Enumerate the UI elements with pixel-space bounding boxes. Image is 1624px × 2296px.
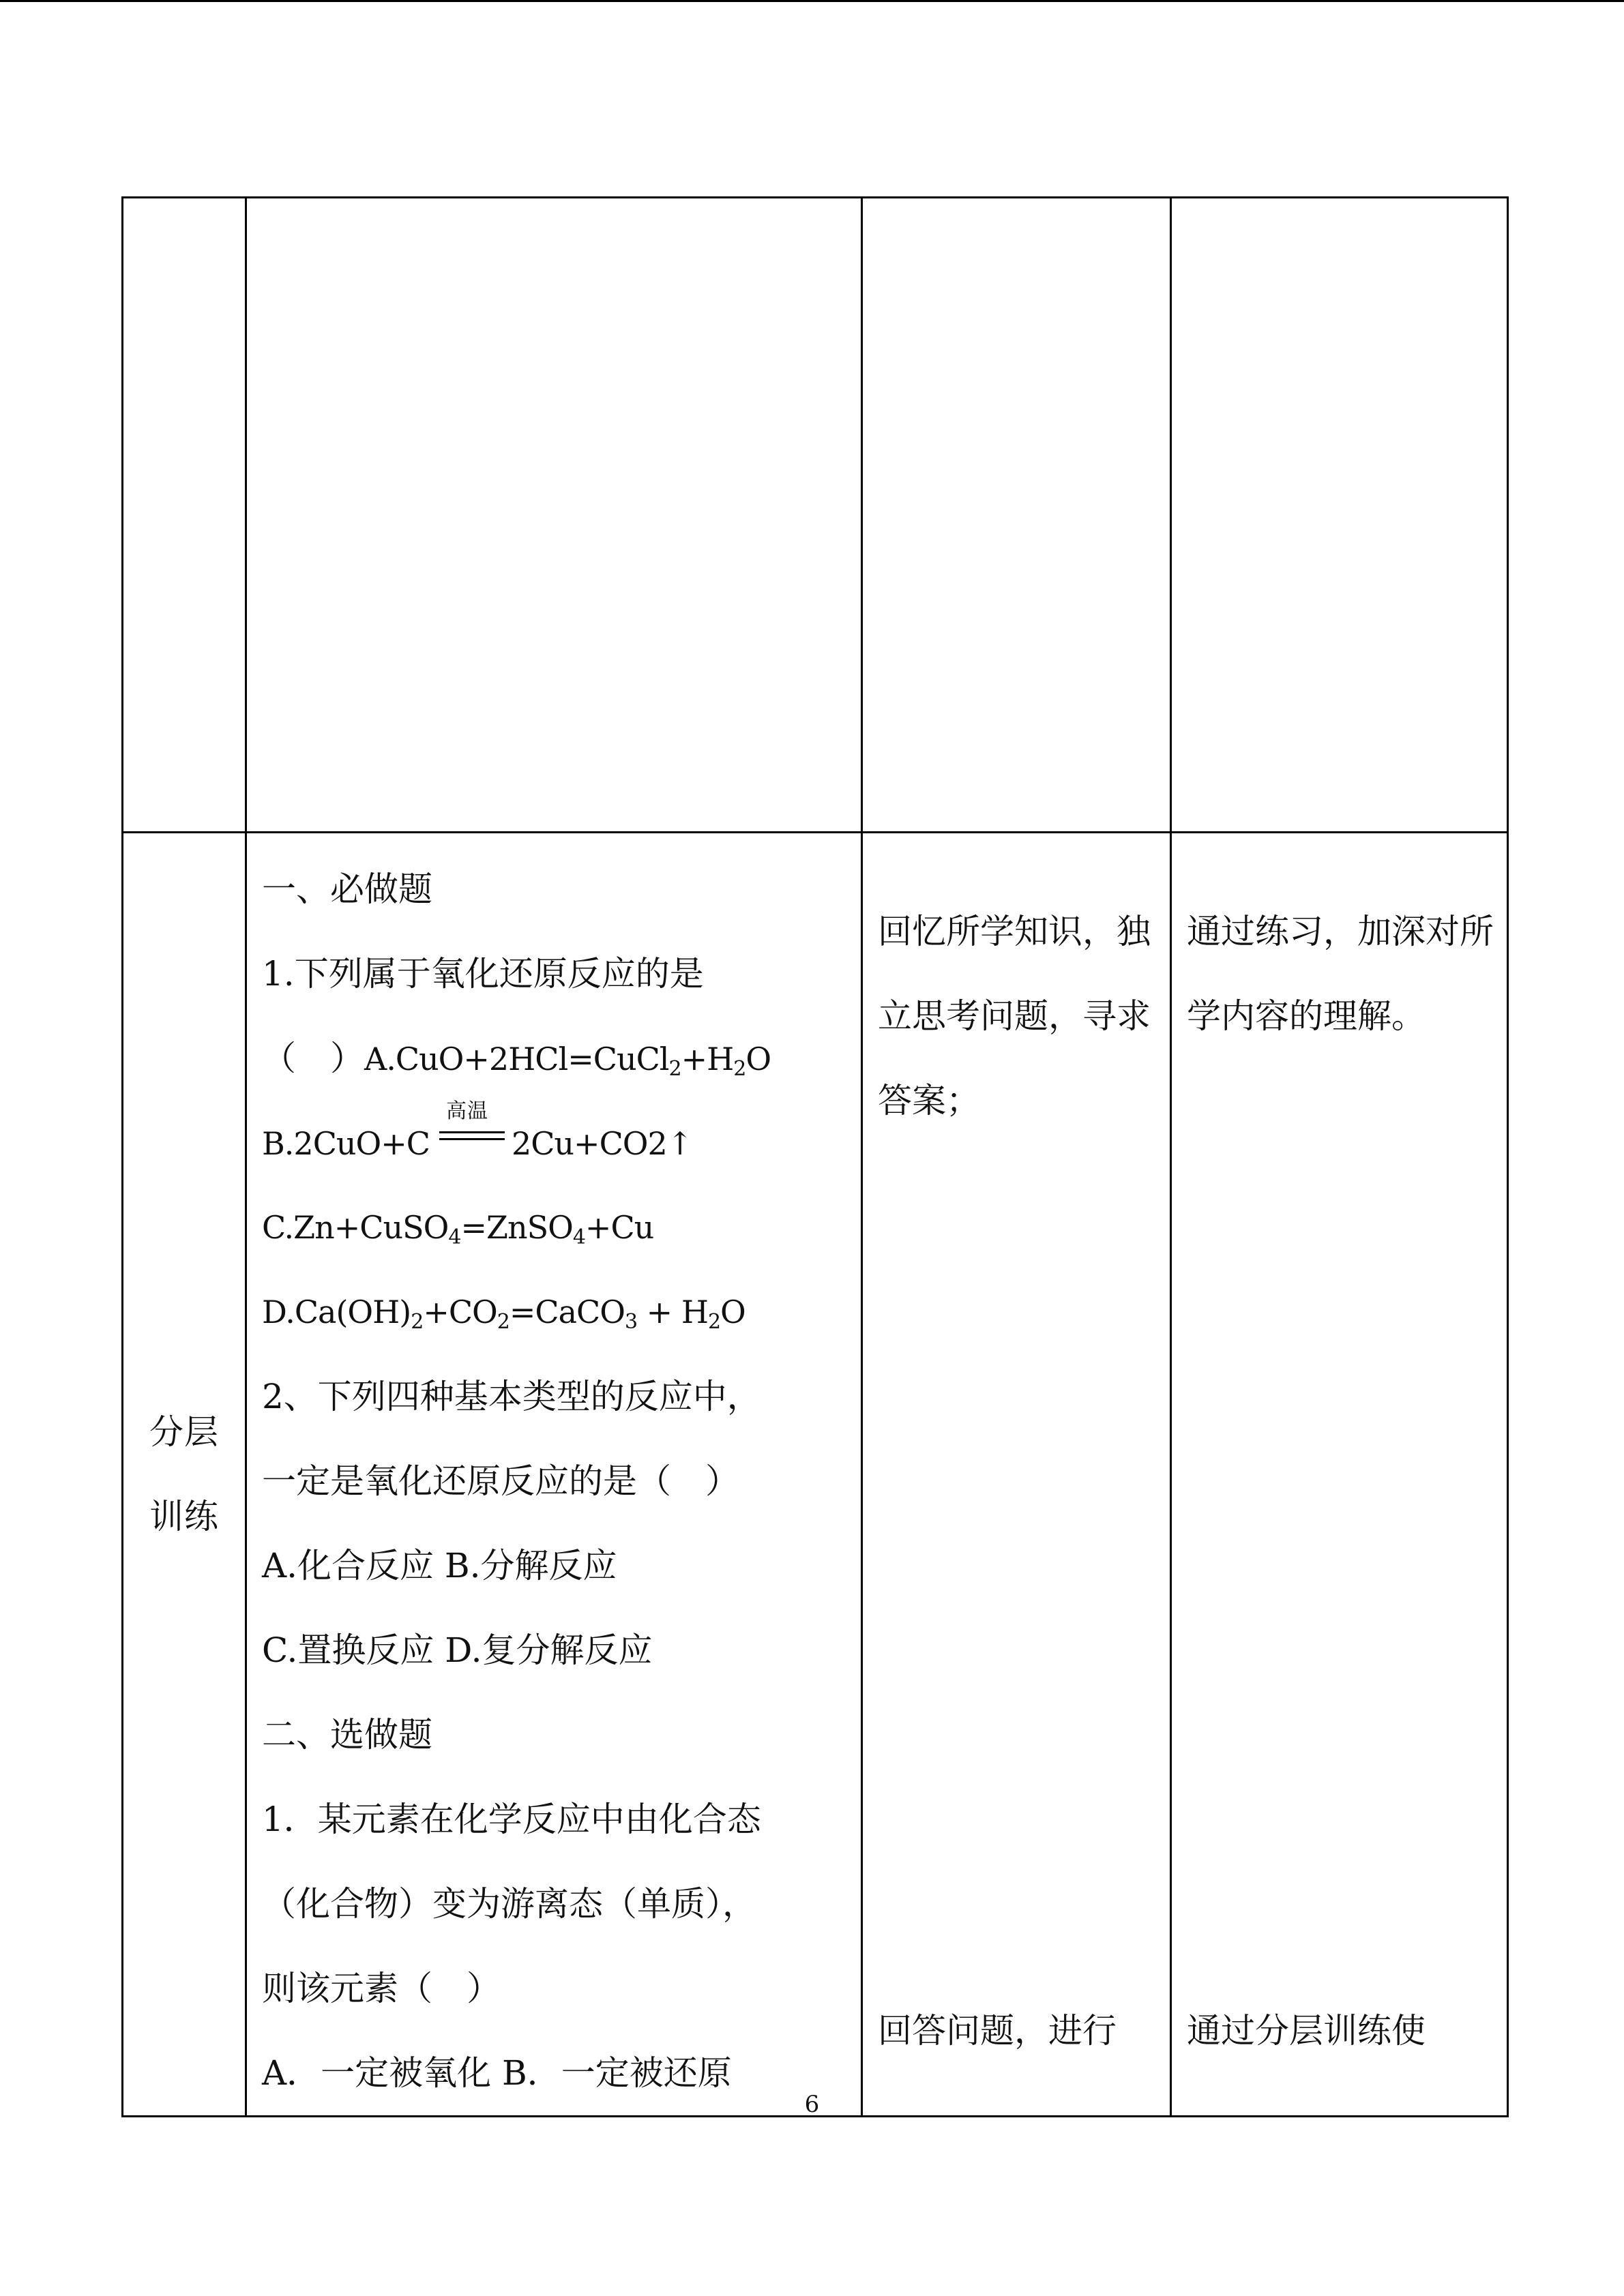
answer-paren: （ ）	[262, 1039, 364, 1078]
design-intent-cell	[1171, 833, 1508, 2117]
question-3-line-3: 则该元素（ ）	[262, 1969, 501, 2008]
question-2-options-2: C.置换反应 D.复分解反应	[262, 1630, 653, 1670]
question-1-stem: 1.下列属于氧化还原反应的是	[262, 954, 704, 994]
table-row-layered-training	[123, 833, 1508, 2117]
question-3-options-1: A．一定被氧化 B．一定被还原	[262, 2053, 732, 2093]
section-label-cell	[123, 833, 246, 2117]
section-label: 分层训练	[149, 1412, 219, 1536]
reaction-condition-high-temp: 高温	[439, 1124, 505, 1152]
design-intent-text: 通过练习，加深对所学内容的理解。	[1187, 912, 1494, 1036]
question-1-option-c: C.Zn+CuSO$_4$=ZnSO$_4$+Cu	[262, 1209, 654, 1249]
top-border-rule	[0, 0, 1624, 2]
exercise-content-cell	[246, 833, 862, 2117]
question-1-option-b: B.2CuO+C 高温 2Cu+CO2↑	[262, 1099, 693, 1162]
table-cell-empty	[862, 198, 1171, 833]
question-list	[247, 833, 861, 2115]
table-row-previous	[123, 198, 1508, 833]
lesson-plan-table	[121, 196, 1509, 2117]
question-2-options-1: A.化合反应 B.分解反应	[262, 1546, 617, 1585]
question-3-line-2: （化合物）变为游离态（单质），	[262, 1884, 756, 1924]
table-cell-empty	[246, 198, 862, 833]
question-1-option-d: $D.Ca(OH)_2+CO_2=CaCO_3 + H_2O$	[262, 1294, 745, 1334]
design-intent-text-continued: 通过分层训练使	[1187, 2011, 1426, 2051]
table-cell-empty	[1171, 198, 1508, 833]
student-activity-text-continued: 回答问题，进行	[878, 2011, 1117, 2051]
question-2-line-2: 一定是氧化还原反应的是（ ）	[262, 1461, 739, 1501]
table-cell-empty	[123, 198, 246, 833]
optional-heading: 二、选做题	[262, 1715, 432, 1755]
page-number: 6	[804, 2091, 820, 2118]
question-1-option-a: （ ）$A.CuO+2HCl=CuCl_2+H_2O$	[262, 1039, 771, 1081]
question-2-line-1: 2、下列四种基本类型的反应中，	[262, 1377, 761, 1416]
student-activity-text: 回忆所学知识，独立思考问题，寻求答案；	[878, 912, 1151, 1120]
question-3-line-1: 1．某元素在化学反应中由化合态	[262, 1800, 761, 1839]
required-heading: 一、必做题	[262, 869, 432, 909]
student-activity-cell	[862, 833, 1171, 2117]
